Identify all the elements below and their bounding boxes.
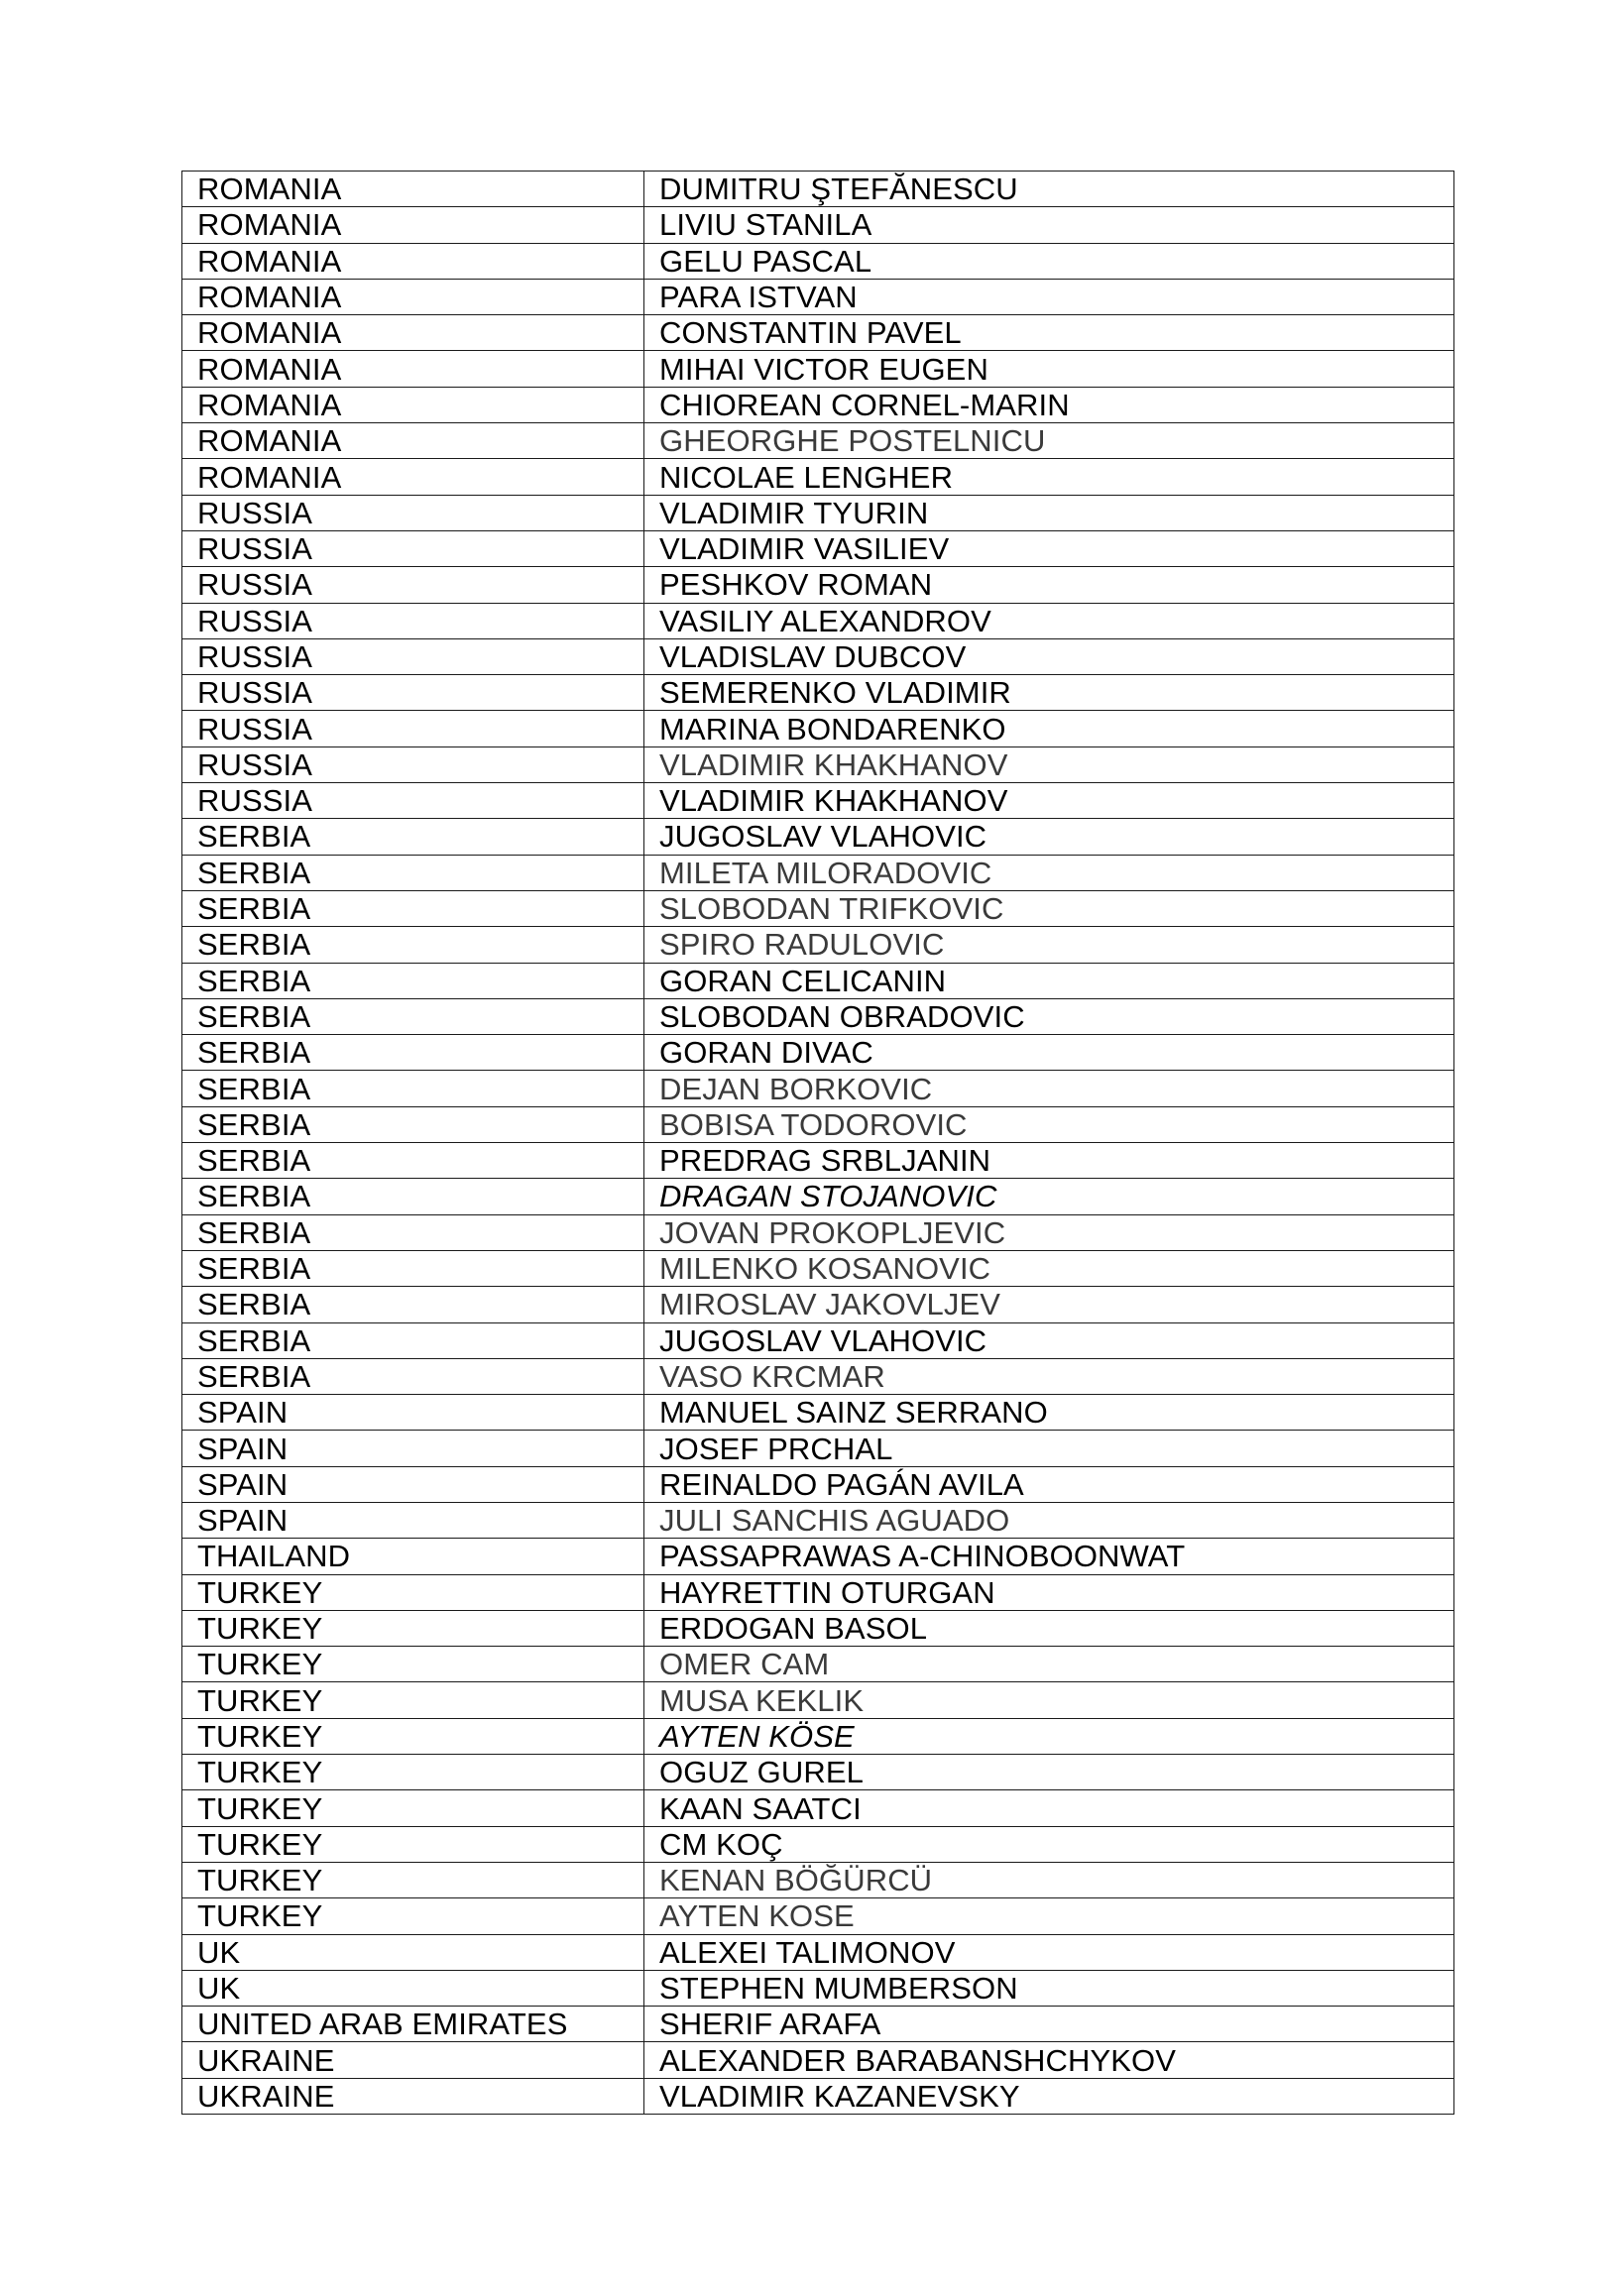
table-row xyxy=(182,1934,1454,1970)
name-cell: DUMITRU ŞTEFĂNESCU xyxy=(644,172,1454,207)
country-cell: ROMANIA xyxy=(182,423,644,459)
country-cell: SERBIA xyxy=(182,1322,644,1358)
country-cell: SERBIA xyxy=(182,1179,644,1214)
country-cell: SERBIA xyxy=(182,1214,644,1250)
country-cell: SERBIA xyxy=(182,1143,644,1179)
country-cell: RUSSIA xyxy=(182,675,644,711)
table-row xyxy=(182,783,1454,819)
country-cell: SERBIA xyxy=(182,1358,644,1394)
country-cell: SPAIN xyxy=(182,1431,644,1466)
name-cell: SLOBODAN TRIFKOVIC xyxy=(644,890,1454,926)
table-row xyxy=(182,675,1454,711)
name-cell: ALEXANDER BARABANSHCHYKOV xyxy=(644,2042,1454,2078)
table-row xyxy=(182,423,1454,459)
country-cell: RUSSIA xyxy=(182,530,644,566)
name-cell: DRAGAN STOJANOVIC xyxy=(644,1179,1454,1214)
table-row xyxy=(182,459,1454,495)
table-row xyxy=(182,1682,1454,1718)
table-row xyxy=(182,890,1454,926)
name-cell: BOBISA TODOROVIC xyxy=(644,1106,1454,1142)
name-cell: DEJAN BORKOVIC xyxy=(644,1071,1454,1106)
table-row xyxy=(182,819,1454,855)
name-cell: OMER CAM xyxy=(644,1647,1454,1682)
table-row xyxy=(182,1755,1454,1790)
name-cell: PESHKOV ROMAN xyxy=(644,567,1454,603)
country-cell: THAILAND xyxy=(182,1539,644,1574)
name-cell: PARA ISTVAN xyxy=(644,279,1454,314)
table-row xyxy=(182,1502,1454,1538)
country-cell: SPAIN xyxy=(182,1466,644,1502)
name-cell: MILENKO KOSANOVIC xyxy=(644,1250,1454,1286)
country-cell: SERBIA xyxy=(182,855,644,890)
table-row xyxy=(182,207,1454,243)
name-cell: JUGOSLAV VLAHOVIC xyxy=(644,1322,1454,1358)
table-row xyxy=(182,963,1454,998)
name-cell: AYTEN KOSE xyxy=(644,1898,1454,1934)
name-cell: GORAN CELICANIN xyxy=(644,963,1454,998)
country-cell: SERBIA xyxy=(182,890,644,926)
name-cell: JOSEF PRCHAL xyxy=(644,1431,1454,1466)
name-cell: PREDRAG SRBLJANIN xyxy=(644,1143,1454,1179)
country-cell: SERBIA xyxy=(182,819,644,855)
name-cell: LIVIU STANILA xyxy=(644,207,1454,243)
name-cell: VLADIMIR VASILIEV xyxy=(644,530,1454,566)
country-cell: SPAIN xyxy=(182,1502,644,1538)
table-row xyxy=(182,1898,1454,1934)
table-row xyxy=(182,1610,1454,1646)
table-row xyxy=(182,1395,1454,1431)
country-cell: ROMANIA xyxy=(182,315,644,351)
table-row xyxy=(182,279,1454,314)
table-row xyxy=(182,746,1454,782)
country-cell: SERBIA xyxy=(182,998,644,1034)
name-cell: SPIRO RADULOVIC xyxy=(644,927,1454,963)
table-row xyxy=(182,998,1454,1034)
table-row xyxy=(182,315,1454,351)
country-cell: TURKEY xyxy=(182,1755,644,1790)
name-cell: SHERIF ARAFA xyxy=(644,2007,1454,2042)
country-cell: TURKEY xyxy=(182,1790,644,1826)
country-cell: SERBIA xyxy=(182,963,644,998)
table-body xyxy=(182,172,1454,2115)
name-cell: VASILIY ALEXANDROV xyxy=(644,603,1454,638)
table-row xyxy=(182,855,1454,890)
table-row xyxy=(182,1466,1454,1502)
table-row xyxy=(182,387,1454,422)
country-cell: UNITED ARAB EMIRATES xyxy=(182,2007,644,2042)
country-cell: TURKEY xyxy=(182,1647,644,1682)
country-cell: SERBIA xyxy=(182,1287,644,1322)
country-cell: ROMANIA xyxy=(182,459,644,495)
country-cell: TURKEY xyxy=(182,1682,644,1718)
name-cell: JOVAN PROKOPLJEVIC xyxy=(644,1214,1454,1250)
country-cell: RUSSIA xyxy=(182,638,644,674)
name-cell: MIHAI VICTOR EUGEN xyxy=(644,351,1454,387)
table-row xyxy=(182,1322,1454,1358)
country-cell: TURKEY xyxy=(182,1862,644,1897)
country-cell: SPAIN xyxy=(182,1395,644,1431)
table-row xyxy=(182,1431,1454,1466)
table-row xyxy=(182,711,1454,746)
name-cell: VLADISLAV DUBCOV xyxy=(644,638,1454,674)
name-cell: NICOLAE LENGHER xyxy=(644,459,1454,495)
name-cell: GELU PASCAL xyxy=(644,243,1454,279)
name-cell: CHIOREAN CORNEL-MARIN xyxy=(644,387,1454,422)
name-cell: AYTEN KÖSE xyxy=(644,1718,1454,1754)
name-cell: PASSAPRAWAS A-CHINOBOONWAT xyxy=(644,1539,1454,1574)
table-row xyxy=(182,495,1454,530)
country-cell: SERBIA xyxy=(182,1250,644,1286)
country-cell: UK xyxy=(182,1934,644,1970)
table-row xyxy=(182,603,1454,638)
table-row xyxy=(182,1071,1454,1106)
name-cell: JULI SANCHIS AGUADO xyxy=(644,1502,1454,1538)
name-cell: VLADIMIR KAZANEVSKY xyxy=(644,2078,1454,2114)
country-cell: SERBIA xyxy=(182,1071,644,1106)
name-cell: CM KOÇ xyxy=(644,1826,1454,1862)
country-cell: RUSSIA xyxy=(182,783,644,819)
country-cell: ROMANIA xyxy=(182,387,644,422)
table-row xyxy=(182,1790,1454,1826)
country-cell: RUSSIA xyxy=(182,746,644,782)
table-row xyxy=(182,1358,1454,1394)
table-row xyxy=(182,1035,1454,1071)
name-cell: VLADIMIR TYURIN xyxy=(644,495,1454,530)
table-row xyxy=(182,243,1454,279)
name-cell: ERDOGAN BASOL xyxy=(644,1610,1454,1646)
country-cell: UKRAINE xyxy=(182,2078,644,2114)
name-cell: MARINA BONDARENKO xyxy=(644,711,1454,746)
name-cell: HAYRETTIN OTURGAN xyxy=(644,1574,1454,1610)
name-cell: KENAN BÖĞÜRCÜ xyxy=(644,1862,1454,1897)
name-cell: VASO KRCMAR xyxy=(644,1358,1454,1394)
table-row xyxy=(182,1106,1454,1142)
country-cell: ROMANIA xyxy=(182,279,644,314)
table-row xyxy=(182,2007,1454,2042)
table-row xyxy=(182,638,1454,674)
table-row xyxy=(182,1179,1454,1214)
name-cell: MUSA KEKLIK xyxy=(644,1682,1454,1718)
name-cell: VLADIMIR KHAKHANOV xyxy=(644,746,1454,782)
country-cell: ROMANIA xyxy=(182,351,644,387)
country-cell: TURKEY xyxy=(182,1718,644,1754)
name-cell: ALEXEI TALIMONOV xyxy=(644,1934,1454,1970)
name-cell: GORAN DIVAC xyxy=(644,1035,1454,1071)
country-cell: ROMANIA xyxy=(182,243,644,279)
name-cell: GHEORGHE POSTELNICU xyxy=(644,423,1454,459)
name-cell: SLOBODAN OBRADOVIC xyxy=(644,998,1454,1034)
country-cell: ROMANIA xyxy=(182,207,644,243)
table-row xyxy=(182,351,1454,387)
name-cell: SEMERENKO VLADIMIR xyxy=(644,675,1454,711)
country-cell: RUSSIA xyxy=(182,711,644,746)
table-row xyxy=(182,2042,1454,2078)
country-cell: TURKEY xyxy=(182,1574,644,1610)
country-name-table xyxy=(181,171,1454,2115)
name-cell: MIROSLAV JAKOVLJEV xyxy=(644,1287,1454,1322)
table-row xyxy=(182,567,1454,603)
name-cell: KAAN SAATCI xyxy=(644,1790,1454,1826)
table-row xyxy=(182,1539,1454,1574)
name-cell: MANUEL SAINZ SERRANO xyxy=(644,1395,1454,1431)
country-cell: RUSSIA xyxy=(182,603,644,638)
table-row xyxy=(182,1970,1454,2006)
country-cell: RUSSIA xyxy=(182,567,644,603)
table-row xyxy=(182,1862,1454,1897)
table-row xyxy=(182,1718,1454,1754)
table-row xyxy=(182,172,1454,207)
country-cell: TURKEY xyxy=(182,1826,644,1862)
country-cell: UKRAINE xyxy=(182,2042,644,2078)
country-cell: SERBIA xyxy=(182,1035,644,1071)
name-cell: REINALDO PAGÁN AVILA xyxy=(644,1466,1454,1502)
name-cell: OGUZ GUREL xyxy=(644,1755,1454,1790)
name-cell: MILETA MILORADOVIC xyxy=(644,855,1454,890)
country-cell: TURKEY xyxy=(182,1898,644,1934)
country-cell: TURKEY xyxy=(182,1610,644,1646)
table-row xyxy=(182,1826,1454,1862)
name-cell: CONSTANTIN PAVEL xyxy=(644,315,1454,351)
table-row xyxy=(182,1214,1454,1250)
country-cell: ROMANIA xyxy=(182,172,644,207)
country-cell: RUSSIA xyxy=(182,495,644,530)
table-row xyxy=(182,1574,1454,1610)
name-cell: VLADIMIR KHAKHANOV xyxy=(644,783,1454,819)
table-row xyxy=(182,1287,1454,1322)
country-cell: SERBIA xyxy=(182,1106,644,1142)
table-row xyxy=(182,1647,1454,1682)
table-row xyxy=(182,927,1454,963)
table-row xyxy=(182,1250,1454,1286)
name-cell: JUGOSLAV VLAHOVIC xyxy=(644,819,1454,855)
country-cell: UK xyxy=(182,1970,644,2006)
table-row xyxy=(182,1143,1454,1179)
name-cell: STEPHEN MUMBERSON xyxy=(644,1970,1454,2006)
country-cell: SERBIA xyxy=(182,927,644,963)
table-row xyxy=(182,2078,1454,2114)
table-row xyxy=(182,530,1454,566)
